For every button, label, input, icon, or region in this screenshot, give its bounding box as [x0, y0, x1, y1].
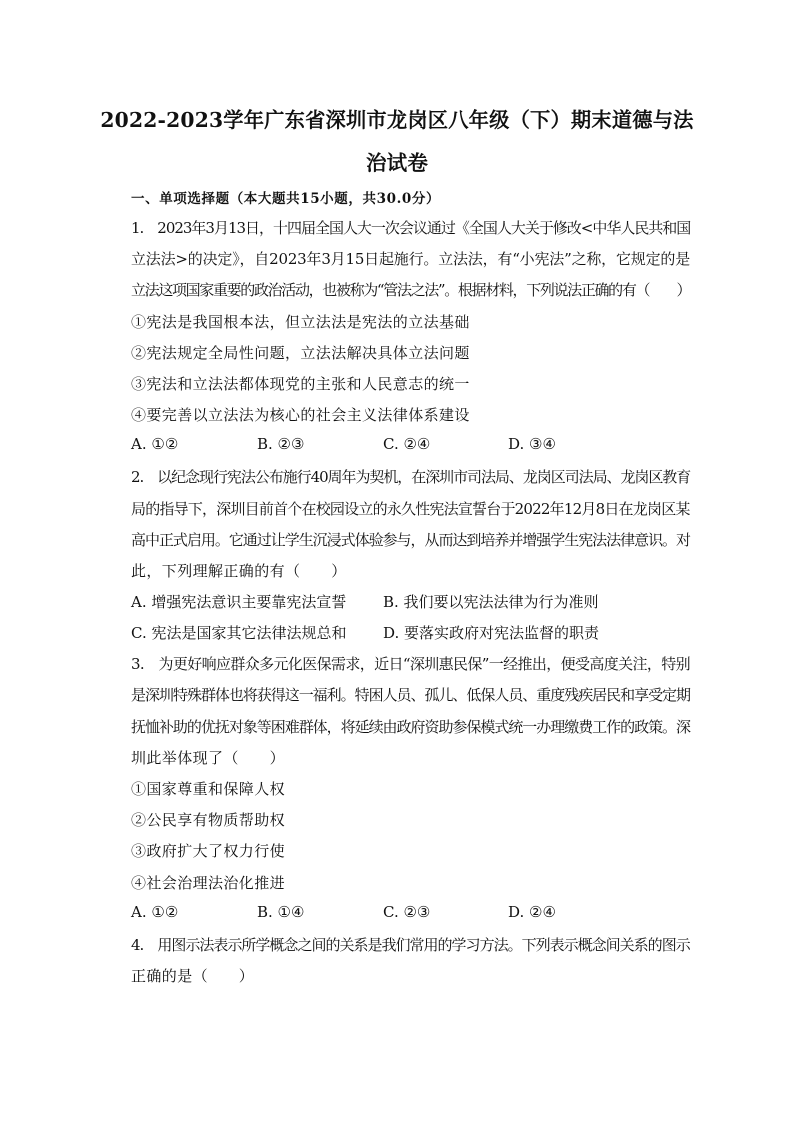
q3-stem-line-1: 3. 为更好响应群众多元化医保需求，近日“深圳惠民保”一经推出，便受高度关注，特别: [131, 655, 691, 673]
q2-stem-line-3: 高中正式启用。它通过让学生沉浸式体验参与，从而达到培养并增强学生宪法法律意识。对: [131, 531, 691, 549]
q4-stem-line-2: 正确的是（ ）: [131, 967, 255, 985]
q1-stem-line-2: 立法法>的决定》，自2023年3月15日起施行。立法法，有“小宪法”之称，它规定的是: [131, 250, 691, 268]
q3-statement-3: ③政府扩大了权力行使: [131, 842, 286, 860]
q1-option-a: A. ①②: [131, 435, 179, 453]
q3-option-b: B. ①④: [257, 903, 305, 921]
q4-stem-line-1: 4. 用图示法表示所学概念之间的关系是我们常用的学习方法。下列表示概念间关系的图示: [131, 936, 690, 954]
q3-statement-4: ④社会治理法治化推进: [131, 874, 286, 892]
q3-stem-line-4: 圳此举体现了（ ）: [131, 749, 286, 767]
q1-statement-4: ④要完善以立法法为核心的社会主义法律体系建设: [131, 406, 470, 424]
exam-title-line-2: 治试卷: [365, 151, 429, 175]
section-heading: 一、单项选择题（本大题共15小题，共30.0分）: [131, 191, 441, 207]
q1-statement-3: ③宪法和立法法都体现党的主张和人民意志的统一: [131, 375, 470, 393]
q1-stem-line-1: 1. 2023年3月13日，十四届全国人大一次会议通过《全国人大关于修改<中华人民共和国: [131, 219, 691, 237]
q1-statement-2: ②宪法规定全局性问题，立法法解决具体立法问题: [131, 344, 470, 362]
q1-option-d: D. ③④: [508, 435, 556, 453]
q2-stem-line-2: 局的指导下，深圳目前首个在校园设立的永久性宪法宣誓台于2022年12月8日在龙岗区某: [131, 500, 690, 518]
q2-stem-line-4: 此，下列理解正确的有（ ）: [131, 562, 347, 580]
q1-option-c: C. ②④: [383, 435, 431, 453]
q3-stem-line-2: 是深圳特殊群体也将获得这一福利。特困人员、孤儿、低保人员、重度残疾居民和享受定期: [131, 686, 691, 704]
q1-statement-1: ①宪法是我国根本法，但立法法是宪法的立法基础: [131, 313, 470, 331]
q3-option-a: A. ①②: [131, 903, 179, 921]
q1-stem-line-3: 立法这项国家重要的政治活动，也被称为“管法之法”。根据材料，下列说法正确的有（ ）: [131, 281, 691, 299]
q3-option-c: C. ②③: [383, 903, 431, 921]
q3-statement-1: ①国家尊重和保障人权: [131, 780, 286, 798]
q2-option-d: D. 要落实政府对宪法监督的职责: [383, 624, 600, 642]
q3-stem-line-3: 抚恤补助的优抚对象等困难群体，将延续由政府资助参保模式统一办理缴费工作的政策。深: [131, 718, 691, 736]
exam-title-line-1: 2022-2023学年广东省深圳市龙岗区八年级（下）期末道德与法: [100, 108, 694, 132]
q2-option-b: B. 我们要以宪法法律为行为准则: [383, 593, 599, 611]
q2-stem-line-1: 2. 以纪念现行宪法公布施行40周年为契机，在深圳市司法局、龙岗区司法局、龙岗区教育: [131, 468, 691, 486]
q2-option-c: C. 宪法是国家其它法律法规总和: [131, 624, 347, 642]
q1-option-b: B. ②③: [257, 435, 305, 453]
q3-option-d: D. ②④: [508, 903, 556, 921]
q3-statement-2: ②公民享有物质帮助权: [131, 811, 286, 829]
q2-option-a: A. 增强宪法意识主要靠宪法宣誓: [131, 593, 347, 611]
